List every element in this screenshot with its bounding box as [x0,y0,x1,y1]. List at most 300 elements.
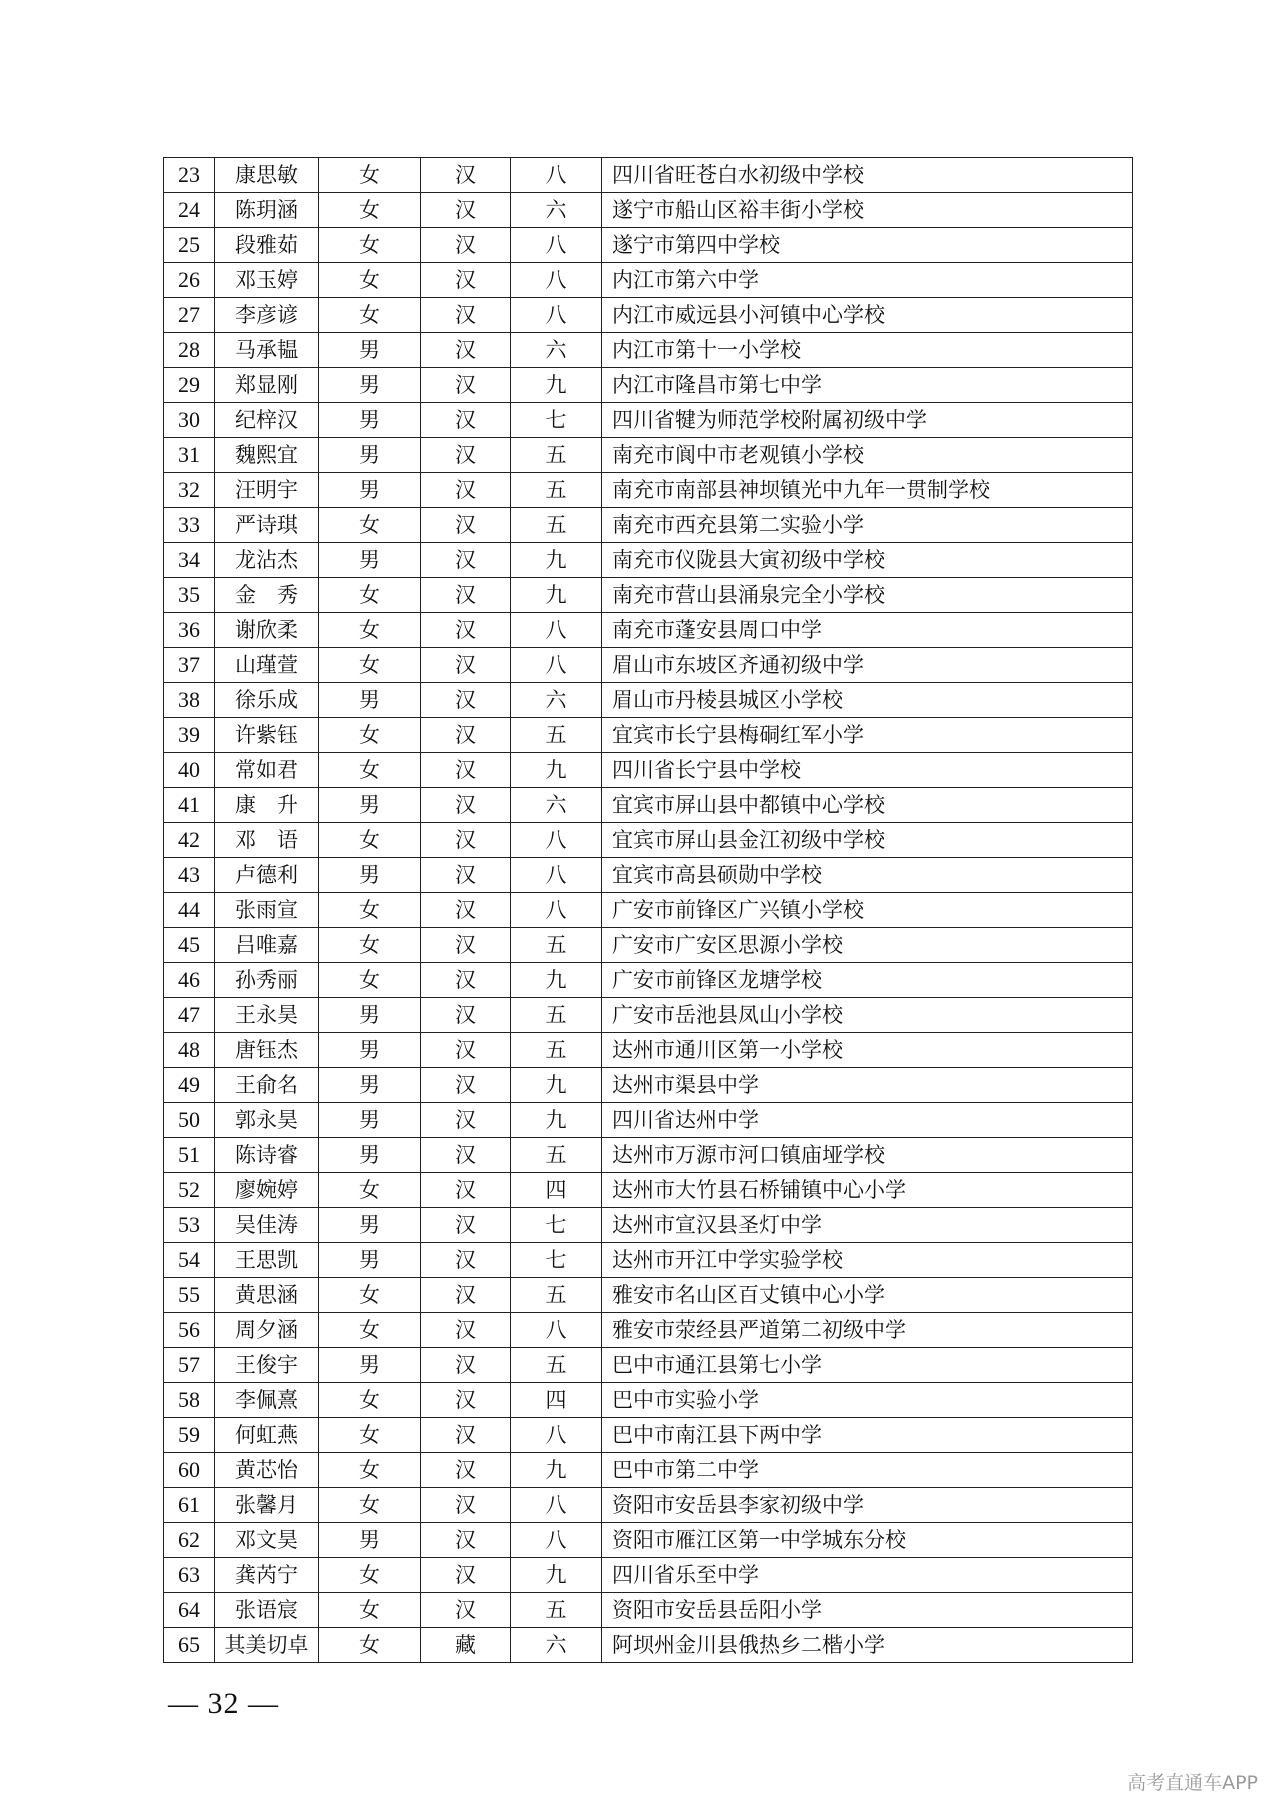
cell-number: 48 [164,1033,215,1068]
cell-number: 51 [164,1138,215,1173]
table-row [164,788,1133,823]
cell-school: 南充市阆中市老观镇小学校 [602,438,1133,473]
cell-gender: 男 [319,1208,421,1243]
table-row [164,403,1133,438]
cell-name: 许紫钰 [215,718,319,753]
cell-gender: 女 [319,1383,421,1418]
cell-school: 南充市仪陇县大寅初级中学校 [602,543,1133,578]
table-row [164,193,1133,228]
cell-ethnicity: 汉 [421,1243,511,1278]
cell-gender: 女 [319,823,421,858]
table-row [164,1243,1133,1278]
cell-grade: 八 [511,298,602,333]
cell-name: 汪明宇 [215,473,319,508]
page-number: — 32 — [168,1687,279,1720]
cell-name: 吴佳涛 [215,1208,319,1243]
cell-number: 63 [164,1558,215,1593]
cell-number: 36 [164,613,215,648]
cell-gender: 男 [319,438,421,473]
cell-ethnicity: 藏 [421,1628,511,1663]
table-row [164,1313,1133,1348]
cell-number: 40 [164,753,215,788]
cell-name: 龚芮宁 [215,1558,319,1593]
cell-ethnicity: 汉 [421,753,511,788]
cell-gender: 男 [319,543,421,578]
cell-school: 广安市岳池县凤山小学校 [602,998,1133,1033]
cell-number: 53 [164,1208,215,1243]
cell-school: 四川省犍为师范学校附属初级中学 [602,403,1133,438]
cell-ethnicity: 汉 [421,228,511,263]
cell-grade: 九 [511,963,602,998]
cell-grade: 八 [511,648,602,683]
cell-ethnicity: 汉 [421,193,511,228]
cell-name: 王永昊 [215,998,319,1033]
cell-ethnicity: 汉 [421,1383,511,1418]
table-row [164,1033,1133,1068]
cell-ethnicity: 汉 [421,1593,511,1628]
table-row [164,368,1133,403]
cell-name: 谢欣柔 [215,613,319,648]
cell-number: 52 [164,1173,215,1208]
cell-school: 广安市前锋区龙塘学校 [602,963,1133,998]
cell-school: 巴中市南江县下两中学 [602,1418,1133,1453]
cell-grade: 四 [511,1173,602,1208]
cell-gender: 女 [319,228,421,263]
cell-number: 26 [164,263,215,298]
cell-school: 雅安市荥经县严道第二初级中学 [602,1313,1133,1348]
cell-gender: 男 [319,473,421,508]
cell-school: 广安市广安区思源小学校 [602,928,1133,963]
cell-gender: 女 [319,1558,421,1593]
cell-grade: 四 [511,1383,602,1418]
cell-number: 28 [164,333,215,368]
cell-gender: 女 [319,1593,421,1628]
cell-ethnicity: 汉 [421,613,511,648]
cell-grade: 九 [511,543,602,578]
cell-grade: 八 [511,858,602,893]
cell-ethnicity: 汉 [421,1558,511,1593]
cell-number: 55 [164,1278,215,1313]
cell-school: 四川省乐至中学 [602,1558,1133,1593]
cell-name: 李彦谚 [215,298,319,333]
cell-ethnicity: 汉 [421,1278,511,1313]
cell-name: 金 秀 [215,578,319,613]
table-row [164,438,1133,473]
cell-gender: 男 [319,333,421,368]
table-row [164,998,1133,1033]
cell-gender: 男 [319,788,421,823]
cell-school: 眉山市东坡区齐通初级中学 [602,648,1133,683]
table-row [164,158,1133,193]
cell-ethnicity: 汉 [421,333,511,368]
cell-grade: 五 [511,1033,602,1068]
cell-ethnicity: 汉 [421,1418,511,1453]
cell-school: 达州市渠县中学 [602,1068,1133,1103]
cell-school: 资阳市雁江区第一中学城东分校 [602,1523,1133,1558]
cell-name: 王俊宇 [215,1348,319,1383]
table-row [164,1348,1133,1383]
cell-number: 50 [164,1103,215,1138]
cell-gender: 女 [319,1418,421,1453]
cell-name: 张语宸 [215,1593,319,1628]
cell-number: 59 [164,1418,215,1453]
cell-school: 达州市宣汉县圣灯中学 [602,1208,1133,1243]
cell-ethnicity: 汉 [421,648,511,683]
cell-name: 段雅茹 [215,228,319,263]
cell-grade: 六 [511,1628,602,1663]
table-row [164,1068,1133,1103]
cell-ethnicity: 汉 [421,1523,511,1558]
cell-ethnicity: 汉 [421,1208,511,1243]
cell-ethnicity: 汉 [421,1488,511,1523]
cell-grade: 八 [511,823,602,858]
cell-name: 唐钰杰 [215,1033,319,1068]
cell-gender: 女 [319,1488,421,1523]
cell-grade: 五 [511,1348,602,1383]
cell-grade: 五 [511,438,602,473]
cell-grade: 九 [511,1453,602,1488]
cell-name: 龙沾杰 [215,543,319,578]
cell-gender: 男 [319,858,421,893]
cell-school: 南充市南部县神坝镇光中九年一贯制学校 [602,473,1133,508]
cell-gender: 男 [319,998,421,1033]
cell-ethnicity: 汉 [421,403,511,438]
cell-gender: 女 [319,193,421,228]
cell-school: 资阳市安岳县李家初级中学 [602,1488,1133,1523]
cell-grade: 五 [511,718,602,753]
cell-name: 陈诗睿 [215,1138,319,1173]
cell-school: 巴中市实验小学 [602,1383,1133,1418]
table-row [164,263,1133,298]
cell-gender: 女 [319,613,421,648]
cell-number: 24 [164,193,215,228]
cell-school: 宜宾市屏山县中都镇中心学校 [602,788,1133,823]
cell-gender: 女 [319,963,421,998]
cell-ethnicity: 汉 [421,858,511,893]
cell-grade: 八 [511,228,602,263]
cell-ethnicity: 汉 [421,998,511,1033]
cell-school: 阿坝州金川县俄热乡二楷小学 [602,1628,1133,1663]
cell-gender: 男 [319,1523,421,1558]
table-row [164,1138,1133,1173]
cell-name: 王俞名 [215,1068,319,1103]
table-row [164,613,1133,648]
table-row [164,473,1133,508]
cell-school: 宜宾市高县硕勋中学校 [602,858,1133,893]
table-row [164,823,1133,858]
cell-school: 南充市西充县第二实验小学 [602,508,1133,543]
table-row [164,578,1133,613]
cell-number: 35 [164,578,215,613]
cell-number: 31 [164,438,215,473]
cell-grade: 九 [511,1068,602,1103]
cell-number: 41 [164,788,215,823]
cell-grade: 八 [511,613,602,648]
cell-ethnicity: 汉 [421,543,511,578]
cell-grade: 九 [511,1103,602,1138]
cell-ethnicity: 汉 [421,298,511,333]
cell-name: 邓 语 [215,823,319,858]
cell-grade: 八 [511,1488,602,1523]
cell-gender: 女 [319,263,421,298]
table-row [164,1488,1133,1523]
table-row [164,228,1133,263]
table-row [164,1418,1133,1453]
cell-grade: 八 [511,158,602,193]
cell-school: 达州市万源市河口镇庙垭学校 [602,1138,1133,1173]
cell-number: 43 [164,858,215,893]
cell-name: 陈玥涵 [215,193,319,228]
cell-school: 四川省达州中学 [602,1103,1133,1138]
cell-school: 眉山市丹棱县城区小学校 [602,683,1133,718]
cell-number: 57 [164,1348,215,1383]
cell-ethnicity: 汉 [421,508,511,543]
table-row [164,928,1133,963]
cell-gender: 女 [319,1628,421,1663]
cell-gender: 男 [319,403,421,438]
cell-number: 33 [164,508,215,543]
cell-ethnicity: 汉 [421,1453,511,1488]
table-row [164,1593,1133,1628]
table-row [164,1383,1133,1418]
cell-number: 60 [164,1453,215,1488]
cell-grade: 七 [511,1208,602,1243]
table-row [164,963,1133,998]
cell-number: 62 [164,1523,215,1558]
cell-name: 其美切卓 [215,1628,319,1663]
cell-number: 58 [164,1383,215,1418]
cell-school: 内江市第十一小学校 [602,333,1133,368]
table-row [164,508,1133,543]
cell-name: 郭永昊 [215,1103,319,1138]
cell-grade: 六 [511,333,602,368]
cell-school: 达州市开江中学实验学校 [602,1243,1133,1278]
cell-school: 四川省旺苍白水初级中学校 [602,158,1133,193]
cell-school: 资阳市安岳县岳阳小学 [602,1593,1133,1628]
cell-ethnicity: 汉 [421,1033,511,1068]
cell-number: 47 [164,998,215,1033]
cell-name: 李佩熹 [215,1383,319,1418]
cell-grade: 五 [511,508,602,543]
cell-school: 巴中市通江县第七小学 [602,1348,1133,1383]
cell-grade: 五 [511,998,602,1033]
cell-gender: 女 [319,893,421,928]
cell-ethnicity: 汉 [421,683,511,718]
cell-number: 56 [164,1313,215,1348]
cell-number: 46 [164,963,215,998]
cell-school: 南充市营山县涌泉完全小学校 [602,578,1133,613]
cell-number: 37 [164,648,215,683]
cell-gender: 男 [319,1243,421,1278]
cell-school: 内江市第六中学 [602,263,1133,298]
cell-gender: 男 [319,683,421,718]
cell-gender: 男 [319,1103,421,1138]
cell-name: 山瑾萱 [215,648,319,683]
cell-school: 宜宾市屏山县金江初级中学校 [602,823,1133,858]
table-row [164,858,1133,893]
table-row [164,753,1133,788]
cell-ethnicity: 汉 [421,823,511,858]
cell-grade: 八 [511,1418,602,1453]
cell-number: 29 [164,368,215,403]
cell-ethnicity: 汉 [421,1138,511,1173]
cell-name: 常如君 [215,753,319,788]
cell-gender: 男 [319,1348,421,1383]
cell-number: 61 [164,1488,215,1523]
cell-grade: 九 [511,753,602,788]
cell-name: 康思敏 [215,158,319,193]
table-row [164,1173,1133,1208]
cell-name: 吕唯嘉 [215,928,319,963]
cell-ethnicity: 汉 [421,718,511,753]
cell-name: 纪梓汉 [215,403,319,438]
table-row [164,1523,1133,1558]
app-watermark: 高考直通车APP [1127,1772,1258,1794]
cell-grade: 九 [511,1558,602,1593]
cell-grade: 五 [511,1593,602,1628]
cell-name: 张馨月 [215,1488,319,1523]
cell-grade: 五 [511,1278,602,1313]
table-row [164,333,1133,368]
cell-grade: 六 [511,683,602,718]
cell-school: 内江市隆昌市第七中学 [602,368,1133,403]
cell-grade: 九 [511,368,602,403]
cell-number: 32 [164,473,215,508]
table-row [164,893,1133,928]
cell-number: 65 [164,1628,215,1663]
table-row [164,543,1133,578]
cell-number: 45 [164,928,215,963]
cell-ethnicity: 汉 [421,473,511,508]
cell-name: 邓玉婷 [215,263,319,298]
cell-name: 黄芯怡 [215,1453,319,1488]
cell-ethnicity: 汉 [421,788,511,823]
cell-name: 马承韫 [215,333,319,368]
cell-number: 34 [164,543,215,578]
table-row [164,1453,1133,1488]
table-row [164,718,1133,753]
cell-school: 雅安市名山区百丈镇中心小学 [602,1278,1133,1313]
cell-ethnicity: 汉 [421,1068,511,1103]
cell-school: 南充市蓬安县周口中学 [602,613,1133,648]
cell-name: 孙秀丽 [215,963,319,998]
cell-grade: 六 [511,193,602,228]
cell-school: 广安市前锋区广兴镇小学校 [602,893,1133,928]
cell-school: 巴中市第二中学 [602,1453,1133,1488]
cell-name: 魏熙宜 [215,438,319,473]
cell-name: 廖婉婷 [215,1173,319,1208]
cell-ethnicity: 汉 [421,1173,511,1208]
cell-gender: 女 [319,648,421,683]
table-row [164,298,1133,333]
cell-name: 何虹燕 [215,1418,319,1453]
cell-grade: 八 [511,263,602,298]
cell-ethnicity: 汉 [421,1348,511,1383]
table-row [164,648,1133,683]
cell-ethnicity: 汉 [421,1313,511,1348]
cell-gender: 男 [319,1138,421,1173]
cell-gender: 女 [319,578,421,613]
cell-grade: 八 [511,1523,602,1558]
cell-grade: 五 [511,473,602,508]
cell-grade: 九 [511,578,602,613]
cell-school: 宜宾市长宁县梅硐红军小学 [602,718,1133,753]
cell-gender: 女 [319,753,421,788]
cell-school: 达州市通川区第一小学校 [602,1033,1133,1068]
cell-ethnicity: 汉 [421,263,511,298]
cell-gender: 女 [319,718,421,753]
cell-ethnicity: 汉 [421,158,511,193]
cell-ethnicity: 汉 [421,893,511,928]
cell-grade: 七 [511,1243,602,1278]
cell-name: 郑显刚 [215,368,319,403]
table-row [164,683,1133,718]
cell-gender: 女 [319,1173,421,1208]
table-row [164,1558,1133,1593]
cell-gender: 男 [319,368,421,403]
cell-school: 内江市威远县小河镇中心学校 [602,298,1133,333]
cell-number: 38 [164,683,215,718]
cell-number: 44 [164,893,215,928]
cell-name: 严诗琪 [215,508,319,543]
cell-number: 23 [164,158,215,193]
cell-grade: 五 [511,1138,602,1173]
table-row [164,1103,1133,1138]
cell-grade: 八 [511,893,602,928]
cell-school: 四川省长宁县中学校 [602,753,1133,788]
cell-name: 王思凯 [215,1243,319,1278]
cell-name: 黄思涵 [215,1278,319,1313]
cell-name: 徐乐成 [215,683,319,718]
cell-number: 64 [164,1593,215,1628]
table-row [164,1278,1133,1313]
cell-grade: 八 [511,1313,602,1348]
cell-number: 27 [164,298,215,333]
cell-grade: 六 [511,788,602,823]
cell-gender: 女 [319,1313,421,1348]
cell-gender: 女 [319,298,421,333]
cell-grade: 七 [511,403,602,438]
cell-ethnicity: 汉 [421,578,511,613]
cell-number: 54 [164,1243,215,1278]
cell-school: 达州市大竹县石桥铺镇中心小学 [602,1173,1133,1208]
table-row [164,1628,1133,1663]
cell-name: 张雨宣 [215,893,319,928]
cell-number: 25 [164,228,215,263]
cell-ethnicity: 汉 [421,368,511,403]
cell-number: 42 [164,823,215,858]
cell-school: 遂宁市船山区裕丰街小学校 [602,193,1133,228]
cell-gender: 女 [319,928,421,963]
cell-ethnicity: 汉 [421,963,511,998]
cell-grade: 五 [511,928,602,963]
cell-name: 邓文昊 [215,1523,319,1558]
cell-ethnicity: 汉 [421,438,511,473]
cell-name: 卢德利 [215,858,319,893]
cell-number: 39 [164,718,215,753]
cell-name: 康 升 [215,788,319,823]
cell-gender: 女 [319,1278,421,1313]
cell-gender: 女 [319,1453,421,1488]
table-row [164,1208,1133,1243]
cell-gender: 男 [319,1068,421,1103]
cell-ethnicity: 汉 [421,928,511,963]
cell-ethnicity: 汉 [421,1103,511,1138]
cell-gender: 女 [319,508,421,543]
cell-gender: 女 [319,158,421,193]
cell-gender: 男 [319,1033,421,1068]
cell-number: 30 [164,403,215,438]
